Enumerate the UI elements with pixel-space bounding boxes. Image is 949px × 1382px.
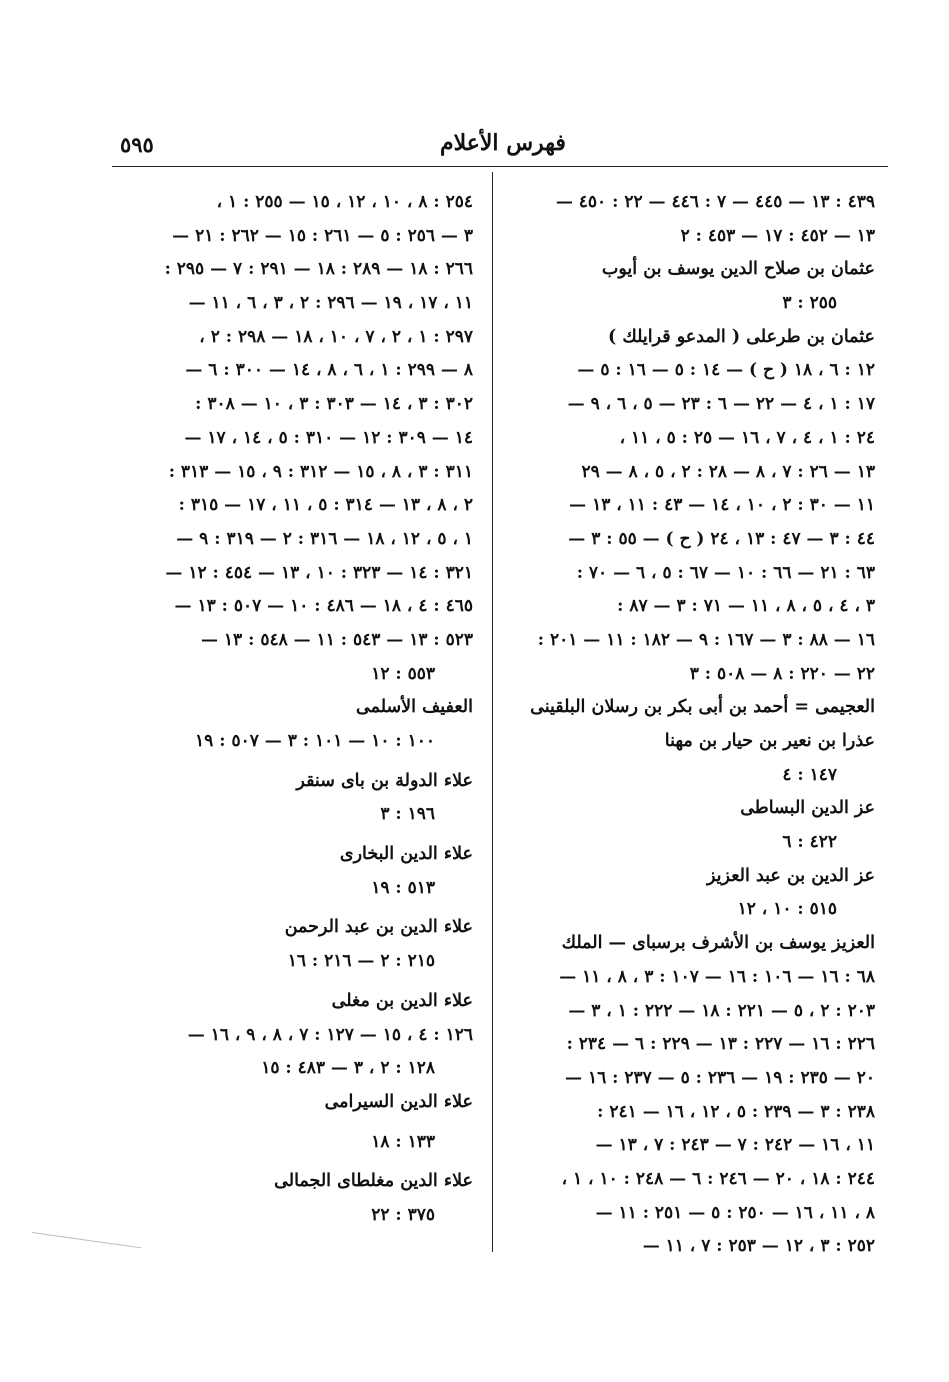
index-entry-name: علاء الدين السيرامى bbox=[324, 1091, 473, 1112]
index-entry-name: علاء الدين البخارى bbox=[339, 844, 473, 865]
index-entry-references: ٣١١ : ٣ ، ٨ ، ١٥ — ٣١٢ : ٩ ، ١٥ — ٣١٣ : bbox=[168, 461, 473, 482]
index-entry-name: العفيف الأسلمى bbox=[356, 697, 473, 718]
index-entry-references: ٦٣ : ٢١ — ٦٦ : ١٠ — ٦٧ : ٥ ، ٦ — ٧٠ : bbox=[576, 562, 875, 583]
index-entry-references: ٤٤ : ٣ — ٤٧ : ١٣ ، ٢٤ ( ح ) — ٥٥ : ٣ — bbox=[568, 528, 875, 549]
index-entry-references: ١٢٨ : ٢ ، ٣ — ٤٨٣ : ١٥ bbox=[261, 1058, 435, 1079]
index-entry-references: ٢٥٤ : ٨ ، ١٠ ، ١٢ ، ١٥ — ٢٥٥ : ١ ، bbox=[216, 192, 473, 212]
index-entry-name: علاء الدولة بن باى سنقر bbox=[296, 770, 473, 791]
index-entry-references: ٢٥٥ : ٣ bbox=[782, 293, 837, 314]
index-entry-name: علاء الدين مغلطاى الجمالى bbox=[274, 1171, 473, 1192]
index-entry-references: ٢٠٣ : ٢ ، ٥ — ٢٢١ : ١٨ — ٢٢٢ : ١ ، ٣ — bbox=[568, 1000, 875, 1021]
index-entry-references: ٨ ، ١١ ، ١٦ — ٢٥٠ : ٥ — ٢٥١ : ١١ — bbox=[595, 1202, 875, 1223]
index-entry-references: ١١ ، ١٦ — ٢٤٢ : ٧ — ٢٤٣ : ٧ ، ١٣ — bbox=[595, 1135, 875, 1156]
scan-mark bbox=[32, 1232, 141, 1248]
index-entry-references: ٤٣٩ : ١٣ — ٤٤٥ — ٧ : ٤٤٦ — ٢٢ : ٤٥٠ — bbox=[555, 192, 875, 212]
index-entry-references: ٢٤ : ١ ، ٤ ، ٧ ، ١٦ — ٢٥ : ٥ ، ١١ ، bbox=[619, 427, 875, 448]
index-entry-references: ٢٤٤ : ١٨ ، ٢٠ — ٢٤٦ : ٦ — ٢٤٨ : ١٠ ، ١ ، bbox=[561, 1168, 875, 1189]
index-entry-references: ٤٦٥ : ٤ ، ١٨ — ٤٨٦ : ١٠ — ٥٠٧ : ١٣ — bbox=[174, 596, 473, 617]
index-entry-references: ٣٠٢ : ٣ ، ١٤ — ٣٠٣ : ٣ ، ١٠ — ٣٠٨ : bbox=[195, 394, 473, 415]
index-entry-references: ٦٨ : ١٦ — ١٠٦ : ١٦ — ١٠٧ : ٣ ، ٨ ، ١١ — bbox=[559, 966, 875, 987]
index-entry-references: ١ ، ٥ ، ١٢ ، ١٨ — ٣١٦ : ٢ — ٣١٩ : ٩ — bbox=[176, 528, 473, 549]
index-entry-name: عز الدين بن عبد العزيز bbox=[707, 865, 875, 886]
index-entry-references: ٢٣٨ : ٣ — ٢٣٩ : ٥ ، ١٢ ، ١٦ — ٢٤١ : bbox=[597, 1101, 875, 1122]
index-entry-references: ١٧ : ١ ، ٤ — ٢٢ — ٦ : ٢٣ — ٥ ، ٦ ، ٩ — bbox=[567, 394, 875, 415]
index-entry-name: العجيمى = أحمد بن أبى بكر بن رسلان البلقينى bbox=[530, 697, 875, 718]
index-entry-references: ١١ ، ١٧ ، ١٩ — ٢٩٦ : ٢ ، ٣ ، ٦ ، ١١ — bbox=[188, 293, 473, 314]
index-entry-references: ٢٠ — ٢٣٥ : ١٩ — ٢٣٦ : ٥ — ٢٣٧ : ١٦ — bbox=[565, 1067, 875, 1088]
index-entry-name: عثمان بن صلاح الدين يوسف بن أيوب bbox=[601, 259, 875, 280]
index-column-left bbox=[115, 186, 473, 1233]
index-entry-references: ١٩٦ : ٣ bbox=[380, 804, 435, 825]
index-entry-name: علاء الدين بن عبد الرحمن bbox=[284, 917, 473, 938]
index-entry-references: ٥٢٣ : ١٣ — ٥٤٣ : ١١ — ٥٤٨ : ١٣ — bbox=[201, 629, 473, 650]
index-entry-references: ٢٩٧ : ١ ، ٢ ، ٧ ، ١٠ ، ١٨ — ٢٩٨ : ٢ ، bbox=[199, 326, 473, 347]
page-header bbox=[110, 128, 890, 168]
index-entry-name: عثمان بن طرعلى ( المدعو قرايلك ) bbox=[607, 326, 875, 347]
index-entry-references: ٣٧٥ : ٢٢ bbox=[371, 1204, 435, 1225]
index-entry-references: ١٢ : ٦ ، ١٨ ( ح ) — ١٤ : ٥ — ١٦ : ٥ — bbox=[577, 360, 875, 381]
index-entry-references: ٤٢٢ : ٦ bbox=[782, 832, 837, 853]
index-entry-references: ٣٢١ : ١٤ — ٣٢٣ : ١٠ ، ١٣ — ٤٥٤ : ١٢ — bbox=[165, 562, 473, 583]
running-title: فهرس الأعلام bbox=[440, 130, 566, 156]
index-entry-references: ١٤ — ٣٠٩ : ١٢ — ٣١٠ : ٥ ، ١٤ ، ١٧ — bbox=[184, 427, 473, 448]
index-entry-references: ٢٢٦ : ١٦ — ٢٢٧ : ١٣ — ٢٢٩ : ٦ — ٢٣٤ : bbox=[566, 1034, 875, 1055]
index-entry-references: ٥٥٣ : ١٢ bbox=[371, 663, 435, 684]
index-entry-references: ١٣ — ٢٦ : ٧ ، ٨ — ٢٨ : ٢ ، ٥ ، ٨ — ٢٩ bbox=[581, 461, 875, 482]
index-entry-references: ٥١٥ : ١٠ ، ١٢ bbox=[737, 899, 837, 920]
index-entry-references: ٢٦٦ : ١٨ — ٢٨٩ : ١٨ — ٢٩١ : ٧ — ٢٩٥ : bbox=[164, 259, 473, 280]
index-entry-references: ١٠٠ : ١٠ — ١٠١ : ٣ — ٥٠٧ : ١٩ bbox=[195, 731, 435, 751]
index-column-right bbox=[515, 186, 875, 1264]
index-entry-references: ٢٥٢ : ٣ ، ١٢ — ٢٥٣ : ٧ ، ١١ — bbox=[642, 1236, 875, 1257]
index-entry-references: ٣ ، ٤ ، ٥ ، ٨ ، ١١ — ٧١ : ٣ — ٨٧ : bbox=[617, 596, 875, 617]
index-entry-references: ٢٢ — ٢٢٠ : ٨ — ٥٠٨ : ٣ bbox=[689, 663, 875, 684]
index-entry-references: ١٤٧ : ٤ bbox=[782, 764, 837, 785]
index-entry-references: ٢١٥ : ٢ — ٢١٦ : ١٦ bbox=[287, 951, 435, 972]
index-entry-references: ١١ — ٣٠ : ٢ ، ١٠ ، ١٤ — ٤٣ : ١١ ، ١٣ — bbox=[569, 495, 875, 516]
index-entry-name: عذرا بن نعير بن حيار بن مهنا bbox=[664, 731, 875, 751]
index-entry-references: ١٣ — ٤٥٢ : ١٧ — ٤٥٣ : ٢ bbox=[680, 225, 875, 246]
page-number: ٥٩٥ bbox=[120, 132, 154, 157]
column-divider bbox=[492, 172, 493, 1252]
index-entry-references: ٨ — ٢٩٩ : ١ ، ٦ ، ٨ ، ١٤ — ٣٠٠ : ٦ — bbox=[185, 360, 473, 381]
index-entry-references: ١٢٦ : ٤ ، ١٥ — ١٢٧ : ٧ ، ٨ ، ٩ ، ١٦ — bbox=[187, 1024, 473, 1045]
index-entry-references: ١٦ — ٨٨ : ٣ — ١٦٧ : ٩ — ١٨٢ : ١١ — ٢٠١ : bbox=[537, 629, 875, 650]
index-entry-references: ٥١٣ : ١٩ bbox=[371, 877, 435, 898]
index-entry-references: ٣ — ٢٥٦ : ٥ — ٢٦١ : ١٥ — ٢٦٢ : ٢١ — bbox=[172, 225, 473, 246]
index-entry-name: عز الدين البساطى bbox=[740, 798, 875, 819]
index-entry-references: ٢ ، ٨ ، ١٣ — ٣١٤ : ٥ ، ١١ ، ١٧ — ٣١٥ : bbox=[178, 495, 473, 516]
index-entry-name: علاء الدين بن مغلى bbox=[331, 990, 473, 1011]
header-rule bbox=[112, 166, 888, 167]
index-entry-name: العزيز يوسف بن الأشرف برسباى — الملك bbox=[561, 933, 875, 954]
index-entry-references: ١٣٣ : ١٨ bbox=[371, 1131, 435, 1152]
